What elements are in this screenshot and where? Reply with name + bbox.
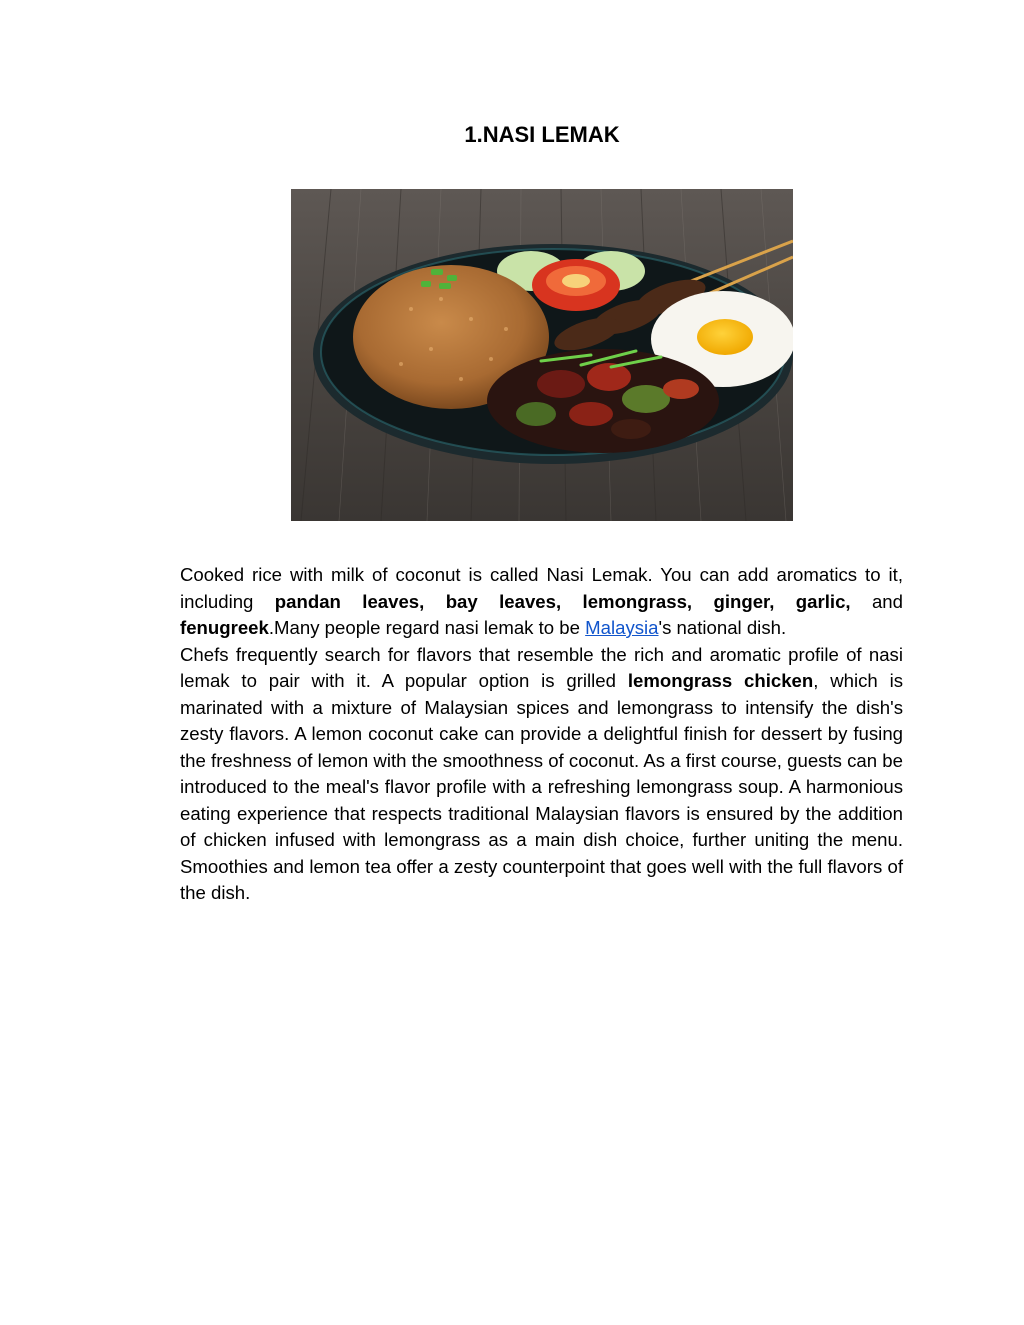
paragraph-2: Chefs frequently search for flavors that resemble the rich and aromatic profile of nasi lemak to pair with it. A popular option is grilled lemongrass chicken, which is marinated with a mixture of Malaysian spices and lemongrass to intensify the dish's zesty flavors. A lemon coconut cake can provide a delightful finish for dessert by fusing the freshness of lemon with the smoothness of coconut. As a first course, guests can be introduced to the meal's flavor profile with a refreshing lemongrass soup. A harmonious eating experience that respects traditional Malaysian flavors is ensured by the addition of chicken infused with lemongrass as a main dish choice, further uniting the menu. Smoothies and lemon tea offer a zesty counterpoint that goes well with the full flavors of the dish.: [180, 643, 903, 903]
paragraph-1: Cooked rice with milk of coconut is called Nasi Lemak. You can add aromatics to it, including pandan leaves, bay leaves, lemongrass, ginger, garlic, and fenugreek.Many people regard nasi lemak to be Malaysia's national dish.: [180, 564, 903, 638]
malaysia-link[interactable]: Malaysia: [585, 617, 659, 638]
aromatics-bold: pandan leaves, bay leaves, lemongrass, ginger, garlic,: [274, 590, 851, 612]
page-title: 1.NASI LEMAK: [464, 122, 620, 147]
article-body: [180, 562, 903, 907]
fenugreek-bold: fenugreek: [180, 617, 269, 638]
dish-photo: [291, 189, 793, 521]
lemongrass-chicken-bold: lemongrass chicken: [627, 670, 814, 691]
